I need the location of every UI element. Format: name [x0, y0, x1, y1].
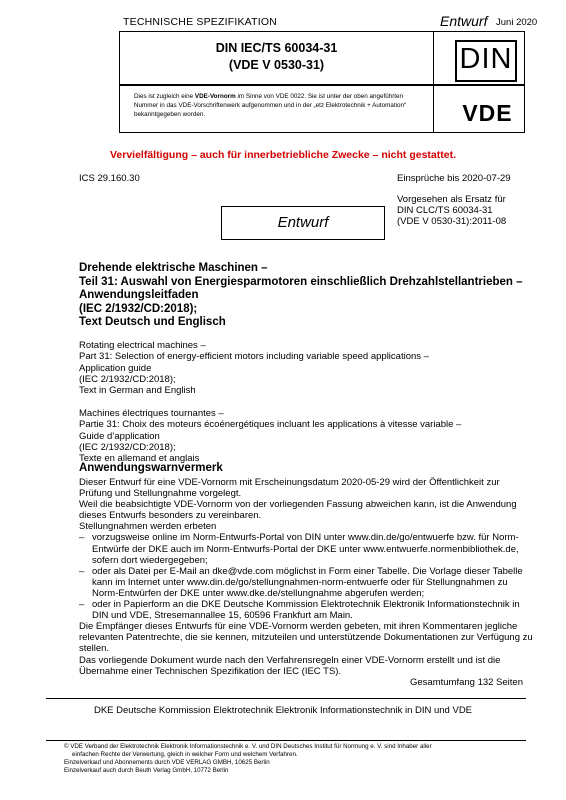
title-german: Drehende elektrische Maschinen – Teil 31: Auswahl von Energiesparmotoren einschließlich Drehzahlstellantrieben – Anwendungsleitfaden (IEC 2/1932/CD:2018); Text Deutsch und Englisch	[79, 262, 523, 328]
din-logo: DIN	[455, 40, 517, 82]
vde-note-text: Dies ist zugleich eine VDE-Vornorm im Sinne von VDE 0022. Sie ist unter der oben angeführten Nummer in das VDE-Vorschriftenwerk aufgenommen und in der „etz Elektrotechnik + Automation“ bekanntgegeben worden.	[134, 93, 407, 118]
list-item: – vorzugsweise online im Norm-Entwurfs-Portal von DIN unter www.din.de/go/entwuerfe bzw. für Norm-Entwürfe der DKE auch im Norm-Entwurfs-Portal der DKE unter www.entwuerfe.normenbibliothek.de, sofern dort wiedergegeben;	[79, 532, 519, 566]
list-item: – oder als Datei per E-Mail an dke@vde.com möglichst in Form einer Tabelle. Die Vorlage dieser Tabelle kann im Internet unter www.din.de/go/stellungnahmen-norm-entwuerfe oder für Stellungnahmen zu Norm-Entwürfen der DKE unter www.dke.de/stellungnahme abgerufen werden;	[79, 565, 523, 599]
vde-note-divider	[433, 85, 434, 133]
application-note-body	[79, 477, 534, 677]
standard-box-divider	[433, 31, 434, 85]
committee-name: DKE Deutsche Kommission Elektrotechnik Elektronik Informationstechnik in DIN und VDE	[93, 705, 473, 716]
title-french: Machines électriques tournantes – Partie 31: Choix des moteurs écoénergétiques incluant les applications à vitesse variable – Guide d’application (IEC 2/1932/CD:2018); Texte en allemand et anglais	[79, 408, 462, 465]
application-note-para: Stellungnahmen werden erbeten	[79, 521, 217, 533]
replacement-info: Vorgesehen als Ersatz für DIN CLC/TS 60034-31 (VDE V 0530-31):2011-08	[397, 194, 507, 228]
list-item: – oder in Papierform an die DKE Deutsche Kommission Elektrotechnik Elektronik Informationstechnik in DIN und VDE, Stresemannallee 15, 60596 Frankfurt am Main.	[79, 599, 520, 622]
document-type: TECHNISCHE SPEZIFIKATION	[123, 16, 277, 28]
application-note-para: Weil die beabsichtigte VDE-Vornorm von der vorliegenden Fassung abweichen kann, ist die Anwendung dieses Entwurfs besonders zu vereinbaren.	[79, 499, 517, 522]
draft-label-box: Entwurf	[221, 206, 385, 240]
footer-rule	[46, 740, 526, 741]
vde-logo: VDE	[462, 100, 513, 126]
application-note-para: Dieser Entwurf für eine VDE-Vornorm mit Erscheinungsdatum 2020-05-29 wird der Öffentlichkeit zur Prüfung und Stellungnahme vorgelegt.	[79, 477, 500, 500]
copy-warning: Vervielfältigung – auch für innerbetriebliche Zwecke – nicht gestattet.	[109, 149, 456, 161]
objection-deadline: Einsprüche bis 2020-07-29	[397, 173, 511, 184]
vde-number: (VDE V 0530-31)	[228, 58, 325, 72]
title-english: Rotating electrical machines – Part 31: Selection of energy-efficient motors including variable speed applications – Application guide (IEC 2/1932/CD:2018); Text in German and English	[79, 340, 429, 397]
draft-status: Entwurf	[440, 13, 488, 29]
application-note-para: Die Empfänger dieses Entwurfs für eine VDE-Vornorm werden gebeten, mit ihren Kommentaren jegliche relevanten Patentrechte, die sie kennen, mitzuteilen und unterstützende Dokumentationen zur Verfügung zu stellen.	[79, 621, 533, 655]
ics-code: ICS 29.160.30	[79, 173, 140, 184]
application-note-para: Das vorliegende Dokument wurde nach den Verfahrensregeln einer VDE-Vornorm erstellt und ist die Übernahme einer Technischen Spezifikation der IEC (IEC TS).	[79, 654, 501, 677]
standard-number-block	[120, 40, 433, 74]
publication-date: Juni 2020	[496, 17, 538, 28]
committee-rule-top	[46, 698, 526, 699]
total-pages: Gesamtumfang 132 Seiten	[409, 677, 523, 688]
standard-number: DIN IEC/TS 60034-31	[215, 41, 338, 55]
application-note-heading: Anwendungswarnvermerk	[79, 462, 223, 474]
copyright-footer: © VDE Verband der Elektrotechnik Elektronik Informationstechnik e. V. und DIN Deutsches Institut für Normung e. V. sind Inhaber aller einfachen Rechte der Verwertung, gleich in welcher Form und welchem Verfahren. Einzelverkauf und Abonnements durch VDE VERLAG GMBH, 10625 Berlin Einzelverkauf auch durch Beuth Verlag GmbH, 10772 Berlin	[64, 743, 432, 774]
